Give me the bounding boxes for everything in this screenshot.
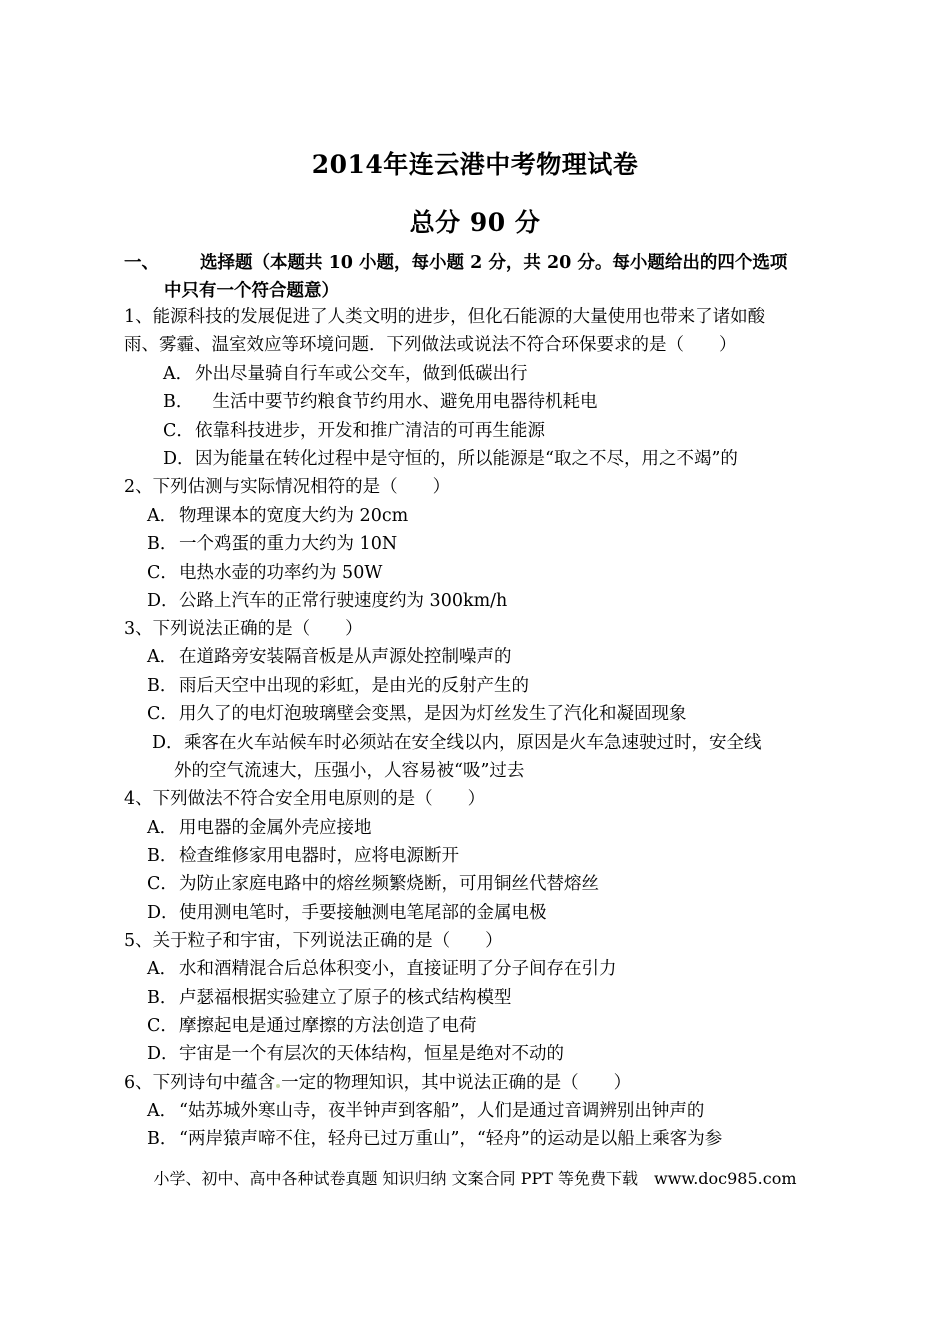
question-3-option-c bbox=[147, 700, 687, 728]
exam-title: 2014年连云港中考物理试卷 bbox=[311, 150, 639, 179]
question-6-option-a bbox=[147, 1097, 704, 1125]
question-3-option-b bbox=[147, 672, 529, 700]
option-text: 卢瑟福根据实验建立了原子的核式结构模型 bbox=[179, 988, 512, 1008]
question-4-option-a bbox=[147, 814, 372, 842]
question-6-option-b bbox=[147, 1125, 722, 1153]
question-1-option-a bbox=[163, 360, 528, 388]
option-text: “两岸猿声啼不住，轻舟已过万重山”，“轻舟”的运动是以船上乘客为参 bbox=[179, 1129, 723, 1149]
option-label: B． bbox=[147, 988, 178, 1008]
question-3-stem: 3、下列说法正确的是（ ） bbox=[124, 619, 363, 639]
exam-total-score: 总分 90 分 bbox=[409, 208, 541, 237]
question-5-stem: 5、关于粒子和宇宙，下列说法正确的是（ ） bbox=[124, 931, 503, 951]
question-4-stem: 4、下列做法不符合安全用电原则的是（ ） bbox=[124, 789, 486, 809]
option-label: B． bbox=[147, 676, 178, 696]
option-text: 雨后天空中出现的彩虹，是由光的反射产生的 bbox=[179, 676, 529, 696]
option-label: D． bbox=[152, 733, 184, 753]
option-text: 摩擦起电是通过摩擦的方法创造了电荷 bbox=[179, 1016, 477, 1036]
option-label: B． bbox=[147, 534, 178, 554]
question-1-stem-line2: 雨、雾霾、温室效应等环境问题．下列做法或说法不符合环保要求的是（ ） bbox=[124, 335, 737, 355]
section-heading bbox=[124, 249, 844, 305]
option-text: 因为能量在转化过程中是守恒的，所以能源是“取之不尽，用之不竭”的 bbox=[195, 449, 738, 469]
question-2-option-a bbox=[147, 502, 408, 530]
option-label: C． bbox=[147, 1016, 178, 1036]
question-6-stem-part1: 6、下列诗句中蕴含 bbox=[124, 1073, 276, 1093]
question-2-option-d bbox=[147, 587, 507, 615]
option-text: 公路上汽车的正常行驶速度约为 300km/h bbox=[179, 591, 508, 611]
question-6-stem bbox=[124, 1069, 631, 1097]
question-4-option-c bbox=[147, 870, 599, 898]
option-label: D． bbox=[163, 449, 195, 469]
question-2-option-c bbox=[147, 559, 382, 587]
question-3-option-d bbox=[152, 729, 762, 757]
option-label: A． bbox=[147, 1101, 178, 1121]
question-4-option-b bbox=[147, 842, 459, 870]
option-text: 生活中要节约粮食节约用水、避免用电器待机耗电 bbox=[195, 392, 598, 412]
option-label: B． bbox=[163, 392, 194, 412]
page-footer: 小学、初中、高中各种试卷真题 知识归纳 文案合同 PPT 等免费下载 www.doc985.com bbox=[153, 1169, 797, 1188]
option-label: C． bbox=[163, 421, 194, 441]
question-5-option-b bbox=[147, 984, 512, 1012]
option-text: 乘客在火车站候车时必须站在安全线以内，原因是火车急速驶过时，安全线 bbox=[184, 733, 762, 753]
option-label: A． bbox=[147, 647, 178, 667]
question-2-stem: 2、下列估测与实际情况相符的是（ ） bbox=[124, 477, 451, 497]
option-text: 为防止家庭电路中的熔丝频繁烧断，可用铜丝代替熔丝 bbox=[179, 874, 599, 894]
question-2-option-b bbox=[147, 530, 397, 558]
question-1-option-c bbox=[163, 417, 545, 445]
option-label: D． bbox=[147, 1044, 179, 1064]
section-number: 一、 bbox=[124, 253, 159, 273]
option-label: D． bbox=[147, 903, 179, 923]
section-instructions-line1: 选择题（本题共 10 小题，每小题 2 分，共 20 分。每小题给出的四个选项 bbox=[200, 253, 788, 273]
question-1-option-d bbox=[163, 445, 738, 473]
option-text: 检查维修家用电器时，应将电源断开 bbox=[179, 846, 459, 866]
question-1-option-b bbox=[163, 388, 598, 416]
option-text: 一个鸡蛋的重力大约为 10N bbox=[179, 534, 398, 554]
option-label: A． bbox=[147, 959, 178, 979]
question-5-option-c bbox=[147, 1012, 477, 1040]
option-label: D． bbox=[147, 591, 179, 611]
option-label: A． bbox=[147, 818, 178, 838]
option-text: 依靠科技进步，开发和推广清洁的可再生能源 bbox=[195, 421, 545, 441]
option-text: 用电器的金属外壳应接地 bbox=[179, 818, 372, 838]
section-instructions-line2: 中只有一个符合题意） bbox=[164, 281, 339, 301]
question-5-option-d bbox=[147, 1040, 564, 1068]
option-text: 电热水壶的功率约为 50W bbox=[179, 563, 383, 583]
question-1-stem-line1: 1、能源科技的发展促进了人类文明的进步，但化石能源的大量使用也带来了诸如酸 bbox=[124, 307, 766, 327]
option-label: A． bbox=[163, 364, 194, 384]
question-3-option-d-continued: 外的空气流速大，压强小，人容易被“吸”过去 bbox=[174, 761, 525, 781]
question-6-stem-part2: 一定的物理知识，其中说法正确的是（ ） bbox=[281, 1073, 632, 1093]
option-label: B． bbox=[147, 1129, 178, 1149]
option-text: 水和酒精混合后总体积变小，直接证明了分子间存在引力 bbox=[179, 959, 617, 979]
option-text: 用久了的电灯泡玻璃壁会变黑，是因为灯丝发生了汽化和凝固现象 bbox=[179, 704, 687, 724]
question-4-option-d bbox=[147, 899, 547, 927]
option-text: 使用测电笔时，手要接触测电笔尾部的金属电极 bbox=[179, 903, 547, 923]
option-label: C． bbox=[147, 563, 178, 583]
option-text: 物理课本的宽度大约为 20cm bbox=[179, 506, 409, 526]
option-text: 宇宙是一个有层次的天体结构，恒星是绝对不动的 bbox=[179, 1044, 564, 1064]
option-label: B． bbox=[147, 846, 178, 866]
question-3-option-a bbox=[147, 643, 512, 671]
option-text: 外出尽量骑自行车或公交车，做到低碳出行 bbox=[195, 364, 528, 384]
option-text: “姑苏城外寒山寺，夜半钟声到客船”，人们是通过音调辨别出钟声的 bbox=[179, 1101, 705, 1121]
question-5-option-a bbox=[147, 955, 617, 983]
option-label: C． bbox=[147, 704, 178, 724]
option-text: 在道路旁安装隔音板是从声源处控制噪声的 bbox=[179, 647, 512, 667]
option-label: A． bbox=[147, 506, 178, 526]
stray-mark-icon bbox=[276, 1084, 280, 1088]
option-label: C． bbox=[147, 874, 178, 894]
